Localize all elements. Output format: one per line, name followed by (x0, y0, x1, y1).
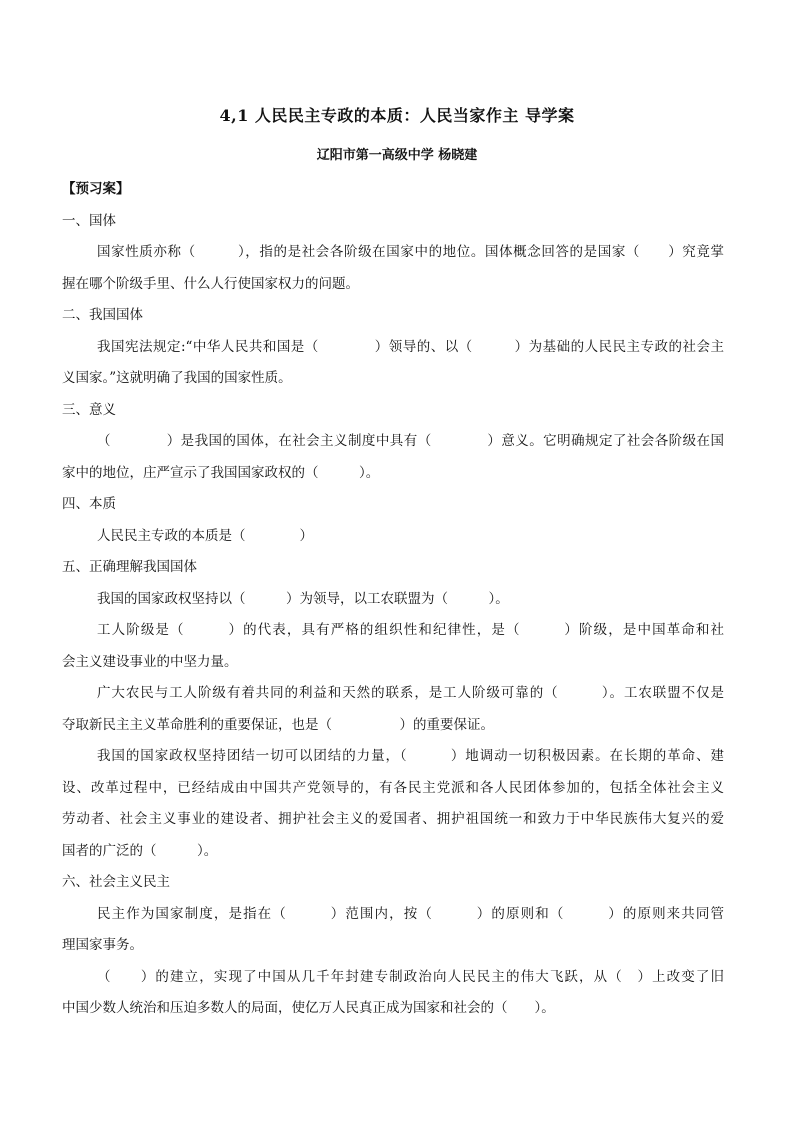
paragraph-line: 国家性质亦称（ ），指的是社会各阶级在国家中的地位。国体概念回答的是国家（ ）究竟掌 (97, 244, 724, 260)
section-heading-1: 一、国体 (62, 212, 116, 229)
document-title: 4,1 人民民主专政的本质：人民当家作主 导学案 (219, 106, 575, 125)
paragraph-line: 家中的地位，庄严宣示了我国国家政权的（ ）。 (62, 464, 380, 481)
section-heading-5: 五、正确理解我国国体 (62, 559, 197, 575)
paragraph-line: 会主义建设事业的中坚力量。 (62, 653, 238, 670)
section-heading-4: 四、本质 (62, 496, 116, 512)
paragraph-line: 我国的国家政权坚持团结一切可以团结的力量，（ ）地调动一切积极因素。在长期的革命、建 (97, 748, 724, 764)
document-body (62, 174, 724, 1025)
paragraph-line: 设、改革过程中，已经结成由中国共产党领导的，有各民主党派和各人民团体参加的，包括全体社会主义 (62, 779, 724, 796)
document-subtitle: 辽阳市第一高级中学 杨晓建 (316, 148, 478, 163)
paragraph-line: 广大农民与工人阶级有着共同的利益和天然的联系，是工人阶级可靠的（ ）。工农联盟不仅是 (97, 685, 724, 701)
section-label-preview: 【预习案】 (62, 181, 130, 197)
paragraph-line: 民主作为国家制度，是指在（ ）范围内，按（ ）的原则和（ ）的原则来共同管 (97, 905, 724, 922)
paragraph-line: 人民民主专政的本质是（ ） (97, 527, 313, 544)
paragraph-line: 义国家。”这就明确了我国的国家性质。 (62, 370, 292, 386)
section-heading-3: 三、意义 (62, 401, 116, 418)
paragraph-line: （ ）是我国的国体，在社会主义制度中具有（ ）意义。它明确规定了社会各阶级在国 (97, 433, 724, 449)
paragraph-line: 握在哪个阶级手里、什么人行使国家权力的问题。 (62, 275, 359, 292)
paragraph-line: 理国家事务。 (62, 937, 143, 953)
section-heading-6: 六、社会主义民主 (62, 874, 170, 890)
paragraph-line: 中国少数人统治和压迫多数人的局面，使亿万人民真正成为国家和社会的（ ）。 (62, 1000, 555, 1016)
paragraph-line: （ ）的建立，实现了中国从几千年封建专制政治向人民民主的伟大飞跃，从（ ）上改变了旧 (97, 968, 724, 985)
paragraph-line: 国者的广泛的（ ）。 (62, 842, 218, 859)
paragraph-line: 我国的国家政权坚持以（ ）为领导，以工农联盟为（ ）。 (97, 590, 509, 607)
paragraph-line: 劳动者、社会主义事业的建设者、拥护社会主义的爱国者、拥护祖国统一和致力于中华民族伟大复兴的爱 (62, 811, 724, 827)
paragraph-line: 夺取新民主主义革命胜利的重要保证，也是（ ）的重要保证。 (62, 716, 494, 733)
paragraph-line: 我国宪法规定:“中华人民共和国是（ ）领导的、以（ ）为基础的人民民主专政的社会主 (97, 338, 724, 355)
paragraph-line: 工人阶级是（ ）的代表，具有严格的组织性和纪律性，是（ ）阶级，是中国革命和社 (97, 622, 724, 638)
section-heading-2: 二、我国国体 (62, 307, 143, 323)
